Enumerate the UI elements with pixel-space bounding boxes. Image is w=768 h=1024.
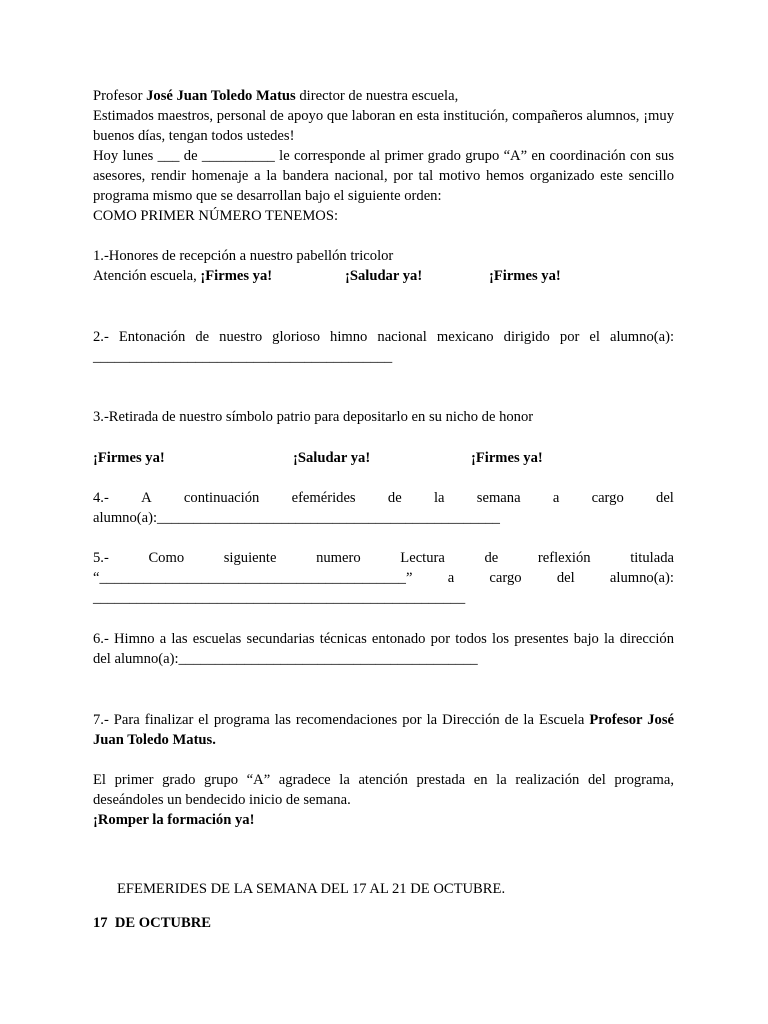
intro-line1: Profesor José Juan Toledo Matus director de nuestra escuela,: [93, 88, 459, 104]
item1-cmd-a: ¡Firmes ya!: [200, 268, 273, 284]
item7-name: Profesor José Juan Toledo Matus.: [93, 712, 674, 748]
efemerides-title: EFEMERIDES DE LA SEMANA DEL 17 AL 21 DE OCTUBRE.: [117, 881, 506, 897]
director-name: José Juan Toledo Matus: [146, 88, 296, 104]
item1-commands: Atención escuela, ¡Firmes ya!: [93, 268, 273, 284]
intro-block: [93, 86, 674, 226]
item2-text: 2.- Entonación de nuestro glorioso himno nacional mexicano dirigido por el alumno(a):: [93, 329, 674, 345]
item3-text: 3.-Retirada de nuestro símbolo patrio para depositarlo en su nicho de honor: [93, 409, 534, 425]
intro-schedule: Hoy lunes ___ de __________ le corresponde al primer grado grupo “A” en coordinación con sus asesores, rendir homenaje a la bandera nacional, por tal motivo hemos organizado este sencillo programa mismo que se desarrollan bajo el siguiente orden:: [93, 148, 674, 204]
item5-line2: “__________________________________________” a cargo del alumno(a):: [93, 570, 674, 586]
item4-line2: alumno(a):_______________________________________________: [93, 510, 500, 526]
item3-cmd-c: ¡Firmes ya!: [471, 450, 543, 466]
efemerides-date: 17 DE OCTUBRE: [93, 915, 211, 931]
item5-line3: ___________________________________________________: [93, 590, 466, 606]
item3-cmd-b: ¡Saludar ya!: [293, 450, 371, 466]
item7-text: 7.- Para finalizar el programa las recomendaciones por la Dirección de la Escuela Profesor José Juan Toledo Matus.: [93, 712, 674, 748]
item3-cmd-a: ¡Firmes ya!: [93, 450, 165, 466]
item1-text: 1.-Honores de recepción a nuestro pabellón tricolor: [93, 248, 394, 264]
item5-line1: 5.- Como siguiente numero Lectura de reflexión titulada: [93, 550, 674, 566]
intro-greeting: Estimados maestros, personal de apoyo que laboran en esta institución, compañeros alumnos, ¡muy buenos días, tengan todos ustedes!: [93, 108, 674, 144]
item6-text: 6.- Himno a las escuelas secundarias técnicas entonado por todos los presentes bajo la dirección del alumno(a):_________________________________________: [93, 631, 674, 667]
item2-blank: _________________________________________: [93, 349, 393, 365]
closing-command: ¡Romper la formación ya!: [93, 812, 255, 828]
item1-cmd-c: ¡Firmes ya!: [489, 268, 561, 284]
item1-cmd-b: ¡Saludar ya!: [345, 268, 423, 284]
closing-text: El primer grado grupo “A” agradece la atención prestada en la realización del programa, deseándoles un bendecido inicio de semana.: [93, 772, 674, 808]
first-number-heading: COMO PRIMER NÚMERO TENEMOS:: [93, 208, 339, 224]
item4-line1: 4.- A continuación efemérides de la semana a cargo del: [93, 490, 674, 506]
